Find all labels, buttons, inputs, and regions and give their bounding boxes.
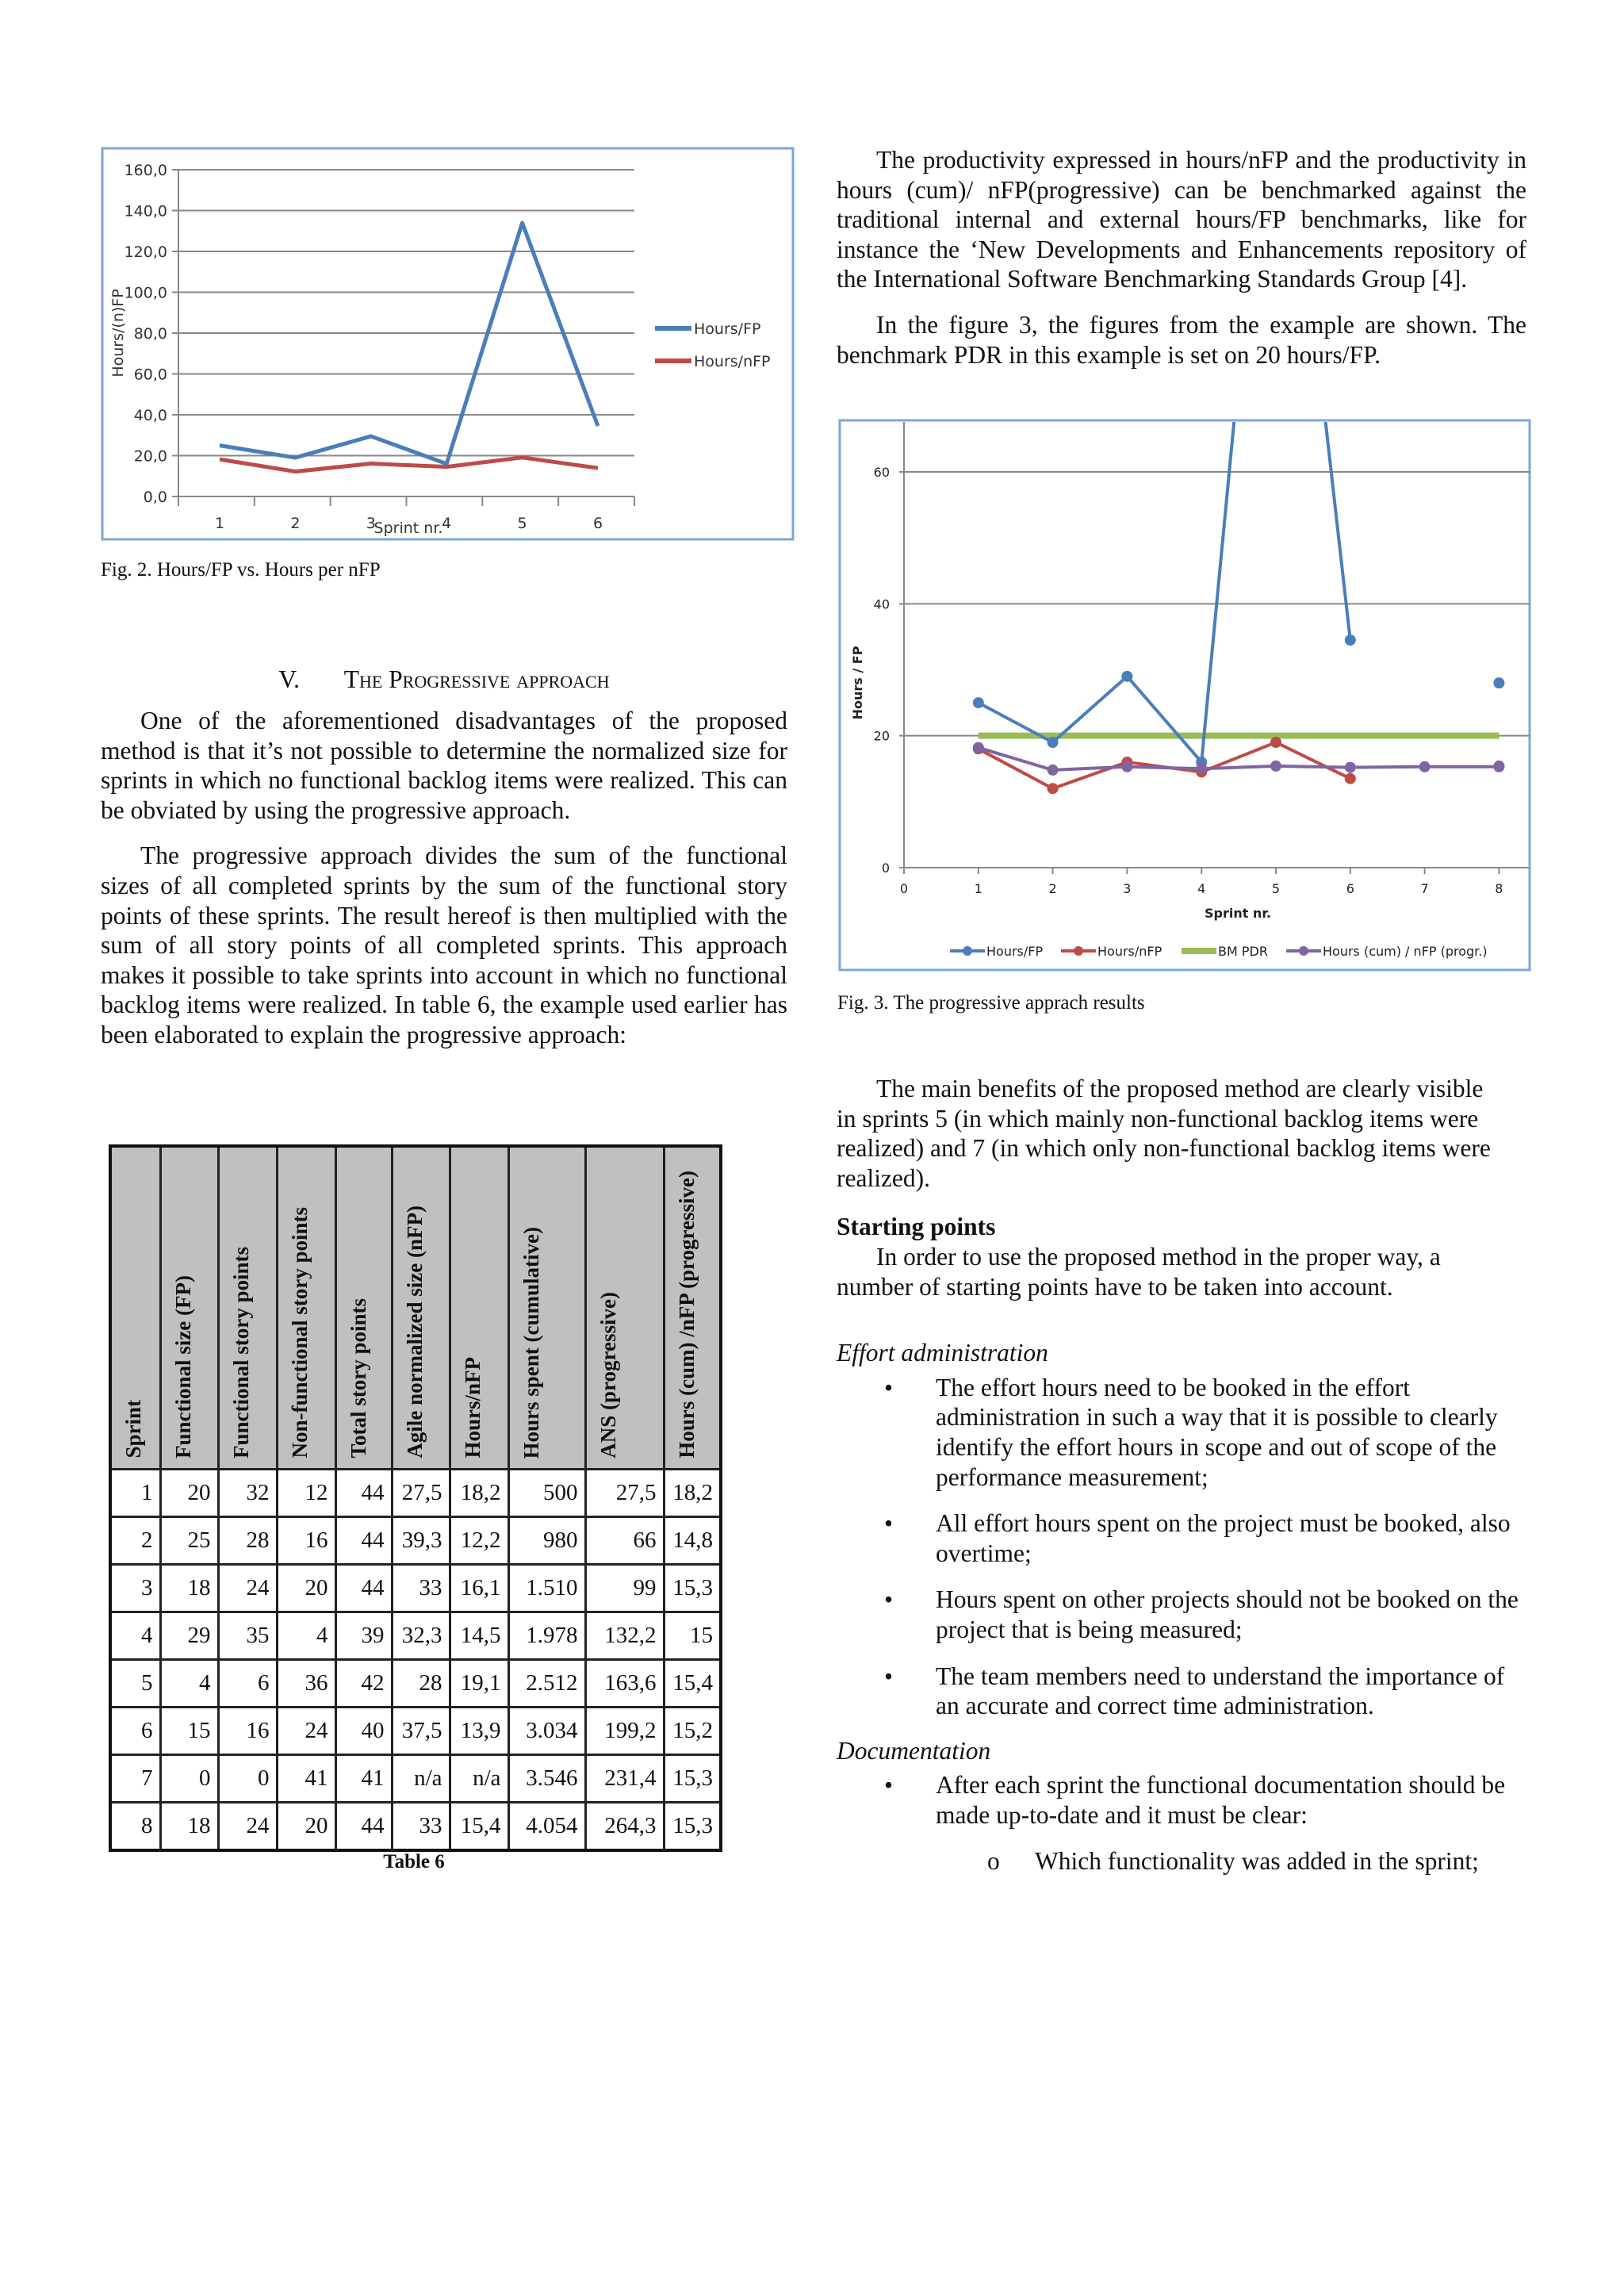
column-header <box>585 1146 664 1470</box>
legend-label: Hours (cum) / nFP (progr.) <box>1323 944 1488 959</box>
table-cell: 41 <box>335 1755 392 1803</box>
x-tick-label: 6 <box>592 515 603 532</box>
table-cell: 24 <box>218 1803 277 1851</box>
legend-label: BM PDR <box>1218 944 1268 959</box>
y-tick-label: 140,0 <box>124 202 167 220</box>
table-6 <box>109 1144 722 1852</box>
list-item <box>837 1662 1526 1721</box>
bullet-icon: • <box>884 1771 894 1800</box>
data-point-hours-cum-nfp-progr- <box>973 742 984 753</box>
list-item-text: Hours spent on other projects should not be booked on the project that is being measured; <box>936 1585 1519 1643</box>
fig2-frame <box>102 148 793 539</box>
column-header-label: Functional story points <box>228 1246 253 1458</box>
data-point-hours-nfp <box>1270 737 1281 748</box>
legend-label: Hours/FP <box>986 944 1044 959</box>
data-point-hours-fp <box>973 697 984 708</box>
y-tick-label: 0 <box>881 861 890 876</box>
bullet-icon: • <box>884 1373 894 1401</box>
paragraph: In the figure 3, the figures from the example are shown. The benchmark PDR in this example is set on 20 hours/FP. <box>837 310 1526 369</box>
y-tick-label: 60,0 <box>133 366 167 384</box>
list-item <box>837 1508 1526 1568</box>
table-cell: 15,4 <box>664 1660 721 1708</box>
table-cell: 20 <box>277 1565 335 1612</box>
list-item-text: The team members need to understand the importance of an accurate and correct time administration. <box>936 1662 1505 1720</box>
table-cell: 44 <box>335 1470 392 1517</box>
section-number: V. <box>278 665 300 693</box>
table-row <box>110 1565 721 1612</box>
table-cell: 15,3 <box>664 1565 721 1612</box>
table-cell: 42 <box>335 1660 392 1708</box>
list-item <box>837 1373 1526 1492</box>
column-header <box>508 1146 585 1470</box>
data-point-hours-fp <box>1493 677 1504 688</box>
section-title: The Progressive approach <box>343 665 610 693</box>
table-cell: 25 <box>160 1517 218 1565</box>
table-cell: 40 <box>335 1708 392 1755</box>
table-cell: 15,4 <box>450 1803 508 1851</box>
y-tick-label: 20,0 <box>133 447 167 466</box>
table-cell: 27,5 <box>585 1470 664 1517</box>
x-tick-label: 3 <box>366 515 376 532</box>
table-cell: 15 <box>160 1708 218 1755</box>
y-axis-label: Hours / FP <box>850 646 865 720</box>
bullet-icon: • <box>884 1509 894 1538</box>
y-tick-label: 0,0 <box>143 489 167 506</box>
table-cell: 18 <box>160 1565 218 1612</box>
table-cell: 6 <box>218 1660 277 1708</box>
column-header <box>277 1146 335 1470</box>
list-item <box>837 1846 1526 1876</box>
table-cell: 20 <box>277 1803 335 1851</box>
list-item <box>837 1770 1526 1830</box>
y-tick-label: 40,0 <box>133 407 167 424</box>
table-cell: 4 <box>110 1612 160 1660</box>
table-cell: 44 <box>335 1803 392 1851</box>
table-cell: 18,2 <box>664 1470 721 1517</box>
table-cell: 19,1 <box>450 1660 508 1708</box>
data-point-hours-cum-nfp-progr- <box>1493 761 1504 772</box>
table-cell: 264,3 <box>585 1803 664 1851</box>
table-cell: 12,2 <box>450 1517 508 1565</box>
table-cell: 12 <box>277 1470 335 1517</box>
section-heading <box>101 665 787 695</box>
paragraph: The main benefits of the proposed method are clearly visible in sprints 5 (in which mainly non-functional backlog items were realized) and 7 (in which only non-functional backlog items were realized). <box>837 1075 1491 1192</box>
table-cell: 28 <box>392 1660 450 1708</box>
y-tick-label: 60 <box>873 465 890 481</box>
table-cell: 5 <box>110 1660 160 1708</box>
list-item-text: The effort hours need to be booked in the effort administration in such a way that it is possible to clearly identify the effort hours in scope and out of scope of the performance measurement; <box>936 1373 1498 1491</box>
y-tick-label: 160,0 <box>124 162 167 179</box>
data-point-hours-cum-nfp-progr- <box>1345 762 1356 773</box>
x-tick-label: 5 <box>1271 881 1281 896</box>
x-tick-label: 1 <box>974 881 982 896</box>
column-header <box>392 1146 450 1470</box>
table-row <box>110 1612 721 1660</box>
column-header <box>110 1146 160 1470</box>
table-row <box>110 1803 721 1851</box>
table-cell: 33 <box>392 1565 450 1612</box>
y-axis-label: Hours/(n)FP <box>109 289 127 378</box>
legend-label: Hours/nFP <box>694 353 771 370</box>
table-cell: 29 <box>160 1612 218 1660</box>
x-tick-label: 4 <box>442 515 452 532</box>
table-cell: 14,5 <box>450 1612 508 1660</box>
table-cell: 4 <box>277 1612 335 1660</box>
table-cell: 20 <box>160 1470 218 1517</box>
table-cell: 3.034 <box>508 1708 585 1755</box>
table-caption: Table 6 <box>383 1851 445 1872</box>
table-row <box>110 1660 721 1708</box>
table-cell: 8 <box>110 1803 160 1851</box>
table-cell: 199,2 <box>585 1708 664 1755</box>
column-header-label: Hours spent (cumulative) <box>519 1226 543 1458</box>
table-cell: 44 <box>335 1565 392 1612</box>
table-cell: 3.546 <box>508 1755 585 1803</box>
table-cell: 18,2 <box>450 1470 508 1517</box>
table-cell: 163,6 <box>585 1660 664 1708</box>
data-point-hours-fp <box>1048 737 1059 748</box>
bullet-icon: • <box>884 1662 894 1690</box>
x-tick-label: 1 <box>214 515 225 532</box>
legend-marker <box>1074 946 1083 956</box>
column-header-label: Hours (cum) /nFP (progressive) <box>674 1171 699 1458</box>
effort-bullet-list <box>837 1373 1526 1721</box>
table-row <box>110 1470 721 1517</box>
fig2-caption: Fig. 2. Hours/FP vs. Hours per nFP <box>101 559 381 581</box>
table-cell: 13,9 <box>450 1708 508 1755</box>
table-cell: 24 <box>218 1565 277 1612</box>
table-cell: 231,4 <box>585 1755 664 1803</box>
x-tick-label: 2 <box>1048 881 1057 896</box>
column-header <box>664 1146 721 1470</box>
column-header <box>218 1146 277 1470</box>
table-cell: 41 <box>277 1755 335 1803</box>
table-cell: 1 <box>110 1470 160 1517</box>
list-item-text: All effort hours spent on the project must be booked, also overtime; <box>936 1509 1511 1567</box>
paragraph: The progressive approach divides the sum of the functional sizes of all completed sprints by the sum of the functional story points of these sprints. The result hereof is then multiplied with the sum of all story points of all completed sprints. This approach makes it possible to take sprints into account in which no functional backlog items were realized. In table 6, the example used earlier has been elaborated to explain the progressive approach: <box>101 841 787 1048</box>
y-tick-label: 100,0 <box>124 284 167 302</box>
column-header-label: Sprint <box>121 1400 145 1458</box>
data-point-hours-cum-nfp-progr- <box>1196 763 1207 774</box>
x-tick-label: 4 <box>1197 881 1206 896</box>
table-cell: 15 <box>664 1612 721 1660</box>
data-point-hours-cum-nfp-progr- <box>1048 765 1059 776</box>
x-tick-label: 6 <box>1346 881 1354 896</box>
x-axis-label: Sprint nr. <box>373 519 443 537</box>
table-cell: 16,1 <box>450 1565 508 1612</box>
table-cell: 14,8 <box>664 1517 721 1565</box>
data-point-hours-nfp <box>1048 783 1059 794</box>
table-cell: 0 <box>218 1755 277 1803</box>
table-cell: 3 <box>110 1565 160 1612</box>
column-header-label: Non-functional story points <box>287 1207 312 1458</box>
column-header <box>335 1146 392 1470</box>
table-cell: 32,3 <box>392 1612 450 1660</box>
x-tick-label: 7 <box>1420 881 1429 896</box>
column-header-label: ANS (progressive) <box>596 1292 620 1458</box>
table-cell: 18 <box>160 1803 218 1851</box>
legend-label: Hours/FP <box>694 320 761 338</box>
x-tick-label: 3 <box>1123 881 1132 896</box>
y-tick-label: 20 <box>873 728 890 744</box>
table-row <box>110 1517 721 1565</box>
table-cell: 35 <box>218 1612 277 1660</box>
table-cell: 39 <box>335 1612 392 1660</box>
data-point-hours-nfp <box>1345 773 1356 784</box>
list-item <box>837 1585 1526 1644</box>
subheading-documentation: Documentation <box>837 1736 991 1765</box>
table-cell: 4.054 <box>508 1803 585 1851</box>
table-cell: 1.510 <box>508 1565 585 1612</box>
table-cell: 2 <box>110 1517 160 1565</box>
documentation-bullet-list <box>837 1770 1526 1830</box>
table-cell: 37,5 <box>392 1708 450 1755</box>
list-item-text: Which functionality was added in the sprint; <box>1035 1847 1479 1876</box>
table-cell: 27,5 <box>392 1470 450 1517</box>
table-cell: 4 <box>160 1660 218 1708</box>
legend-label: Hours/nFP <box>1097 944 1162 959</box>
legend-marker <box>963 946 972 956</box>
subheading-effort-administration: Effort administration <box>837 1339 1048 1367</box>
x-tick-label: 8 <box>1495 881 1503 896</box>
table-cell: 2.512 <box>508 1660 585 1708</box>
legend-marker <box>1299 946 1308 956</box>
x-tick-label: 2 <box>290 515 301 532</box>
table-row <box>110 1755 721 1803</box>
data-point-hours-cum-nfp-progr- <box>1419 761 1431 772</box>
table-header-row <box>110 1146 721 1470</box>
column-header-label: Functional size (FP) <box>170 1275 195 1458</box>
table-cell: 0 <box>160 1755 218 1803</box>
paragraph: In order to use the proposed method in the proper way, a number of starting points have to be taken into account. <box>837 1242 1441 1301</box>
bullet-icon: • <box>884 1585 894 1614</box>
data-point-hours-cum-nfp-progr- <box>1270 761 1281 772</box>
table-cell: 16 <box>218 1708 277 1755</box>
table-cell: n/a <box>450 1755 508 1803</box>
subheading-starting-points: Starting points <box>837 1213 996 1241</box>
paragraph: One of the aforementioned disadvantages of the proposed method is that it’s not possible to determine the normalized size for sprints in which no functional backlog items were realized. This can be obviated by using the progressive approach. <box>101 707 787 824</box>
paragraph: The productivity expressed in hours/nFP and the productivity in hours (cum)/ nFP(progressive) can be benchmarked against the traditional internal and external hours/FP benchmarks, like for instance the ‘New Developments and Enhancements repository of the International Software Benchmarking Standards Group [4]. <box>837 146 1526 293</box>
column-header <box>160 1146 218 1470</box>
table-cell: 39,3 <box>392 1517 450 1565</box>
table-cell: 28 <box>218 1517 277 1565</box>
y-tick-label: 40 <box>873 596 890 612</box>
left-text <box>101 706 787 1050</box>
bullet-icon: o <box>987 1847 1000 1876</box>
table-cell: 15,2 <box>664 1708 721 1755</box>
documentation-sub-bullet-list <box>837 1846 1526 1876</box>
table-cell: 44 <box>335 1517 392 1565</box>
column-header-label: Agile normalized size (nFP) <box>402 1205 427 1458</box>
data-point-hours-fp <box>1121 671 1132 682</box>
list-item-text: After each sprint the functional documentation should be made up-to-date and it must be clear: <box>936 1771 1506 1829</box>
table-cell: 15,3 <box>664 1755 721 1803</box>
column-header-label: Hours/nFP <box>460 1357 485 1458</box>
table-cell: 66 <box>585 1517 664 1565</box>
table-cell: 32 <box>218 1470 277 1517</box>
fig3-caption: Fig. 3. The progressive apprach results <box>837 992 1145 1014</box>
right-text-bottom <box>837 1074 1519 1893</box>
table-cell: 15,3 <box>664 1803 721 1851</box>
data-point-hours-cum-nfp-progr- <box>1121 761 1132 772</box>
y-tick-label: 80,0 <box>133 325 167 343</box>
column-header <box>450 1146 508 1470</box>
table-cell: n/a <box>392 1755 450 1803</box>
table-cell: 36 <box>277 1660 335 1708</box>
table-cell: 24 <box>277 1708 335 1755</box>
x-tick-label: 0 <box>899 881 909 896</box>
table-cell: 16 <box>277 1517 335 1565</box>
table-cell: 6 <box>110 1708 160 1755</box>
data-point-hours-fp <box>1345 634 1356 646</box>
table-cell: 7 <box>110 1755 160 1803</box>
table-cell: 980 <box>508 1517 585 1565</box>
table-cell: 33 <box>392 1803 450 1851</box>
table-cell: 132,2 <box>585 1612 664 1660</box>
right-text-top <box>837 145 1526 370</box>
table-row <box>110 1708 721 1755</box>
column-header-label: Total story points <box>346 1298 370 1458</box>
x-axis-label: Sprint nr. <box>1204 906 1272 921</box>
x-tick-label: 5 <box>517 515 527 532</box>
table-cell: 1.978 <box>508 1612 585 1660</box>
table-cell: 99 <box>585 1565 664 1612</box>
y-tick-label: 120,0 <box>124 243 167 261</box>
table-cell: 500 <box>508 1470 585 1517</box>
